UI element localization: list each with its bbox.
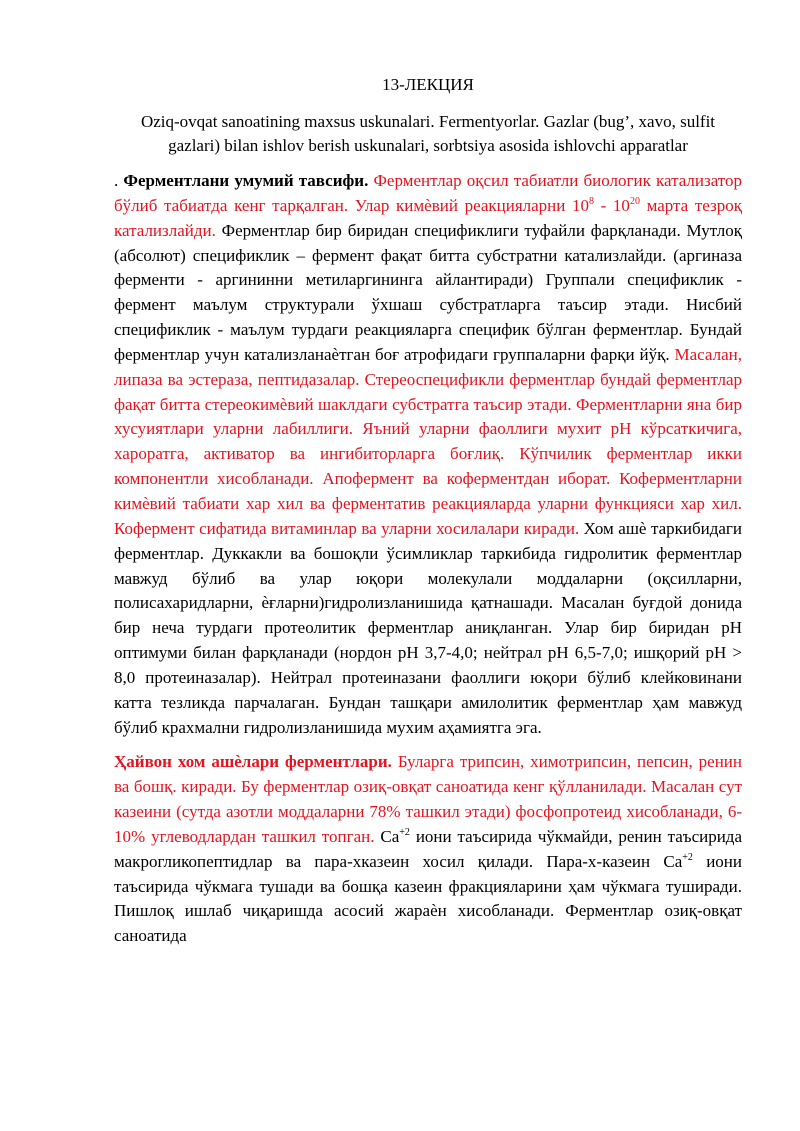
superscript-charge: +2 [682, 851, 693, 863]
highlighted-text: марта тезроқ катализлайди. [114, 195, 743, 240]
section-heading-animal-enzymes: Ҳайвон хом ашѐлари ферментлари. [114, 752, 392, 772]
lecture-title: 13-ЛЕКЦИЯ [382, 75, 474, 94]
exponent: 20 [629, 195, 640, 207]
animal-enzymes-paragraph [114, 750, 742, 949]
highlighted-text: Ферментлар оқсил табиатли биологик катализатор бўлиб табиатда кенг тарқалган. Улар кимѐвий реакцияларни 10 [114, 171, 743, 215]
section-heading-enzymes: Ферментлани умумий тавсифи. [123, 171, 369, 190]
superscript-charge: +2 [399, 826, 410, 838]
highlighted-text: - 10 [594, 195, 630, 215]
exponent: 8 [589, 195, 594, 207]
body-text: Хом ашѐ таркибидаги ферментлар. Дуккакли ва бошоқли ўсимликлар таркибида гидролитик ферментлар мавжуд бўлиб ва улар юқори молекулали моддаларни (оқсилларни, полисахаридларни, ѐғларни)гидролизланишида қатнашади. Масалан буғдой донида бир неча турдаги протеолитик ферментлар аниқланган. Улар бир биридан pH оптимуми билан фарқланади (нордон pH 3,7-4,0; нейтрал pH 6,5-7,0; ишқорий pH > 8,0 протеиназалар). Нейтрал протеиназани фаоллиги юқори бўлиб клейковинани катта тезликда парчалаган. Бундан ташқари амилолитик ферментлар ҳам мавжуд бўлиб крахмални гидролизланишида мухим аҳамиятга эга. [114, 518, 742, 737]
document-page [114, 62, 742, 959]
body-text: Ca [374, 826, 400, 846]
highlighted-text: Масалан, липаза ва эстераза, пептидазалар. Стереоспецификли ферментлар бундай ферментлар фақат битта стереокимѐвий шаклдаги субстратга таъсир этади. Ферментларни яна бир хусуиятлари уларни лабиллиги. Яъний уларни фаоллиги мухит pH кўрсаткичига, хароратга, активатор ва ингибиторларга боғлиқ. Кўпчилик ферментлар икки компонентли хисобланади. Апофермент ва коферментдан иборат. Коферментларни кимѐвий табиати хар хил ва ферментатив реакцияларда уларни функцияси хар хил. Кофермент сифатида витаминлар ва уларни хосилалари киради. [114, 344, 742, 538]
body-text: Ферментлар бир биридан спецификлиги туфайли фарқланади. Мутлоқ (абсолют) спецификлик – фермент фақат битта субстратни катализлайди. (аргиназа ферменти - аргининни метиларгининга айлантиради) Группали спецификлик - фермент маълум структурали ўхшаш субстратларга таъсир этади. Нисбий спецификлик - маълум турдаги реакцияларга специфик бўлган ферментлар. Бундай ферментлар учун катализланаѐтган боғ атрофидаги группаларни фарқи йўқ. [114, 220, 742, 364]
highlighted-text: Буларга трипсин, химотрипсин, пепсин, ренин ва бошқ. киради. Бу ферментлар озиқ-овқат саноатида кенг қўлланилади. Масалан сут казеини (сутда азотли моддаларни 78% ташкил этади) фосфопротеид хисобланади, 6-10% углеводлардан ташкил топган. [114, 752, 742, 846]
paragraph-lead: . [114, 171, 124, 190]
body-text: иони таъсирида чўкмага тушади ва бошқа казеин фракцияларини ҳам чўкмага туширади. Пишлоқ ишлаб чиқаришда асосий жараѐн хисобланади. Ферментлар озиқ-овқат саноатида [114, 851, 743, 946]
enzymes-overview-paragraph [114, 169, 742, 740]
body-text: иони таъсирида чўкмайди, ренин таъсирида макрогликопептидлар ва пара-хказеин хосил қилади. Пара-х-казеин Ca [114, 826, 743, 871]
lecture-subtitle: Oziq-ovqat sanoatining maxsus uskunalari. Fermentyorlar. Gazlar (bug’, xavo, sulfit gazlari) bilan ishlov berish uskunalari, sorbtsiya asosida ishlovchi apparatlar [140, 112, 716, 155]
